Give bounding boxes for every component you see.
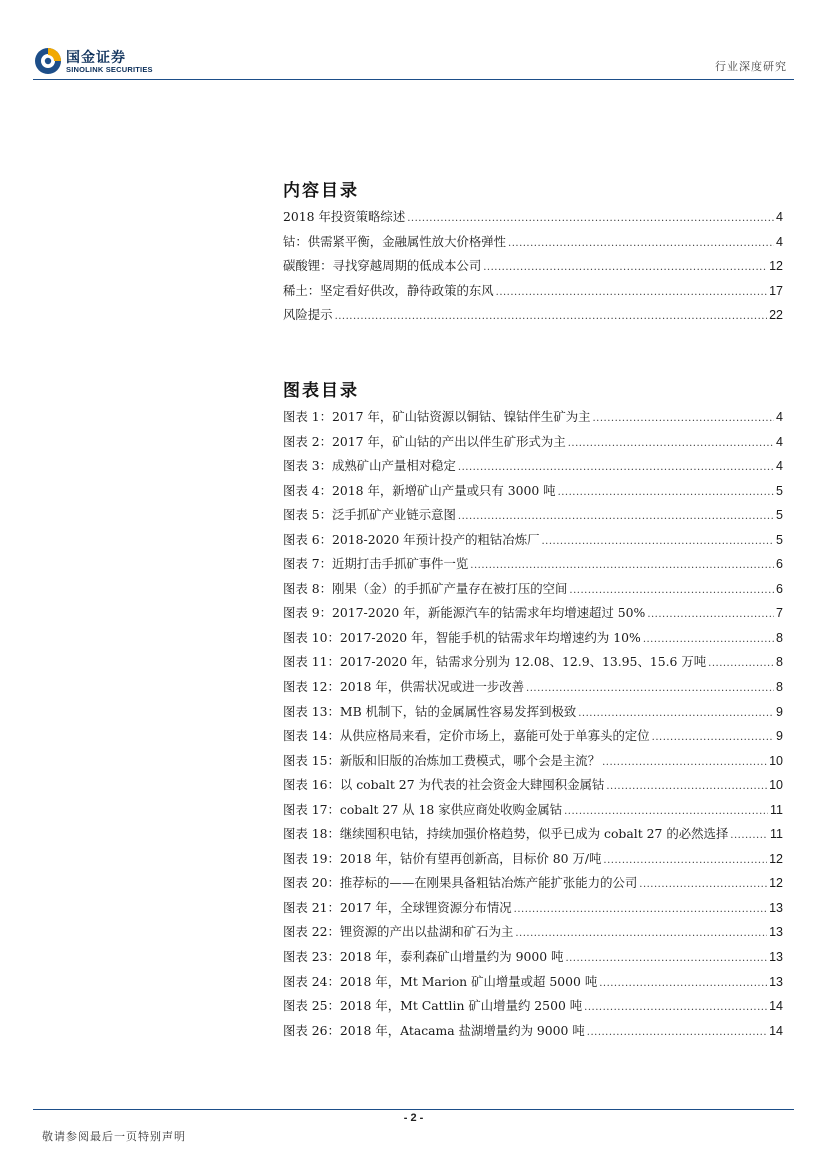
toc-entry[interactable] — [283, 503, 783, 528]
toc-leader-dots — [603, 847, 767, 872]
toc-leader-dots — [458, 503, 774, 528]
toc-entry-page: 22 — [769, 308, 783, 323]
toc-entry-title: 图表 7：近期打击手抓矿事件一览 — [283, 556, 469, 572]
toc-entry[interactable] — [283, 405, 783, 430]
toc-entry[interactable] — [283, 279, 783, 304]
toc-entry-title: 图表 8：刚果（金）的手抓矿产量存在被打压的空间 — [283, 580, 568, 596]
toc-entry-page: 12 — [769, 259, 783, 274]
toc-entry-title: 图表 15：新版和旧版的冶炼加工费模式，哪个会是主流？ — [283, 752, 601, 768]
toc-leader-dots — [558, 479, 774, 504]
toc-entry-page: 13 — [769, 925, 783, 940]
toc-entry-page: 5 — [776, 532, 783, 547]
toc-leader-dots — [587, 1019, 767, 1044]
toc-entry-title: 图表 20：推荐标的——在刚果具备粗钴冶炼产能扩张能力的公司 — [283, 875, 638, 891]
toc-entry[interactable] — [283, 896, 783, 921]
toc-entry[interactable] — [283, 822, 783, 847]
toc-entry-title: 图表 17：cobalt 27 从 18 家供应商处收购金属钴 — [283, 801, 563, 817]
toc-entry-title: 图表 13：MB 机制下，钴的金属属性容易发挥到极致 — [283, 703, 577, 719]
toc-entry-page: 13 — [769, 974, 783, 989]
toc-entry-page: 7 — [776, 606, 783, 621]
toc-leader-dots — [643, 626, 774, 651]
toc-entry-page: 13 — [769, 950, 783, 965]
company-logo — [33, 44, 163, 78]
toc-entry[interactable] — [283, 945, 783, 970]
toc-entry-page: 4 — [776, 459, 783, 474]
toc-entry-title: 图表 24：2018 年，Mt Marion 矿山增量或超 5000 吨 — [283, 973, 598, 989]
toc-entry[interactable] — [283, 254, 783, 279]
toc-entry-page: 9 — [776, 729, 783, 744]
toc-entry[interactable] — [283, 454, 783, 479]
toc-entry-title: 图表 22：锂资源的产出以盐湖和矿石为主 — [283, 924, 514, 940]
toc-entry-title: 图表 3：成熟矿山产量相对稳定 — [283, 458, 456, 474]
toc-leader-dots — [470, 552, 774, 577]
toc-leader-dots — [602, 749, 767, 774]
report-type-label: 行业深度研究 — [715, 60, 787, 73]
toc-entry[interactable] — [283, 749, 783, 774]
toc-leader-dots — [541, 528, 774, 553]
toc-entry-page: 12 — [769, 876, 783, 891]
sinolink-logo-icon — [33, 46, 63, 76]
toc-entry-title: 图表 21：2017 年，全球锂资源分布情况 — [283, 899, 512, 915]
toc-entry-page: 13 — [769, 900, 783, 915]
toc-leader-dots — [514, 896, 767, 921]
page-number: - 2 - — [403, 1112, 424, 1124]
footer-divider — [33, 1109, 794, 1110]
toc-entry-title: 图表 5：泛手抓矿产业链示意图 — [283, 507, 456, 523]
toc-leader-dots — [578, 700, 774, 725]
toc-entry[interactable] — [283, 1019, 783, 1044]
content-toc-list — [283, 205, 783, 328]
toc-entry[interactable] — [283, 626, 783, 651]
toc-entry-title: 稀土：坚定看好供改，静待政策的东风 — [283, 282, 494, 298]
toc-leader-dots — [652, 724, 774, 749]
toc-entry[interactable] — [283, 601, 783, 626]
toc-entry-title: 图表 14：从供应格局来看，定价市场上，嘉能可处于单寡头的定位 — [283, 728, 650, 744]
toc-entry[interactable] — [283, 479, 783, 504]
toc-leader-dots — [647, 601, 774, 626]
toc-entry-page: 11 — [770, 802, 783, 817]
toc-entry[interactable] — [283, 700, 783, 725]
toc-leader-dots — [508, 230, 774, 255]
toc-leader-dots — [564, 798, 768, 823]
toc-entry-page: 14 — [769, 999, 783, 1014]
toc-leader-dots — [335, 303, 768, 328]
toc-entry-page: 5 — [776, 508, 783, 523]
toc-entry-page: 6 — [776, 581, 783, 596]
toc-entry[interactable] — [283, 773, 783, 798]
toc-entry-page: 4 — [776, 410, 783, 424]
toc-leader-dots — [584, 994, 767, 1019]
toc-entry-title: 图表 10：2017-2020 年，智能手机的钴需求年均增速约为 10% — [283, 629, 641, 645]
toc-entry-page: 12 — [769, 851, 783, 866]
toc-entry-title: 钴：供需紧平衡，金融属性放大价格弹性 — [283, 233, 507, 249]
figure-toc-heading: 图表目录 — [283, 381, 359, 401]
content-toc-heading: 内容目录 — [283, 181, 359, 201]
toc-leader-dots — [568, 430, 774, 455]
toc-leader-dots — [730, 822, 768, 847]
toc-entry-page: 6 — [776, 557, 783, 572]
toc-entry-title: 图表 12：2018 年，供需状况或进一步改善 — [283, 679, 525, 695]
logo-chinese-name: 国金证券 — [66, 50, 126, 66]
toc-entry-page: 14 — [769, 1023, 783, 1038]
toc-entry-page: 10 — [769, 753, 783, 768]
toc-leader-dots — [639, 871, 767, 896]
toc-entry-title: 图表 11：2017-2020 年，钴需求分别为 12.08、12.9、13.95、15.6 万吨 — [283, 654, 707, 670]
toc-entry[interactable] — [283, 994, 783, 1019]
toc-entry-title: 碳酸锂：寻找穿越周期的低成本公司 — [283, 258, 482, 274]
toc-entry-title: 图表 9：2017-2020 年，新能源汽车的钴需求年均增速超过 50% — [283, 605, 646, 621]
toc-entry-page: 5 — [776, 483, 783, 498]
toc-entry[interactable] — [283, 230, 783, 255]
toc-leader-dots — [593, 405, 775, 430]
toc-entry-title: 图表 4：2018 年，新增矿山产量或只有 3000 吨 — [283, 482, 556, 498]
toc-entry-title: 图表 6：2018-2020 年预计投产的粗钴冶炼厂 — [283, 531, 540, 547]
figure-toc-list — [283, 405, 783, 1043]
toc-entry-page: 4 — [776, 234, 783, 249]
toc-entry-page: 4 — [776, 210, 783, 224]
toc-leader-dots — [708, 650, 774, 675]
toc-entry-page: 8 — [776, 630, 783, 645]
toc-entry[interactable] — [283, 577, 783, 602]
toc-entry-title: 图表 2：2017 年，矿山钴的产出以伴生矿形式为主 — [283, 433, 566, 449]
toc-entry-title: 图表 23：2018 年，泰利森矿山增量约为 9000 吨 — [283, 949, 564, 965]
toc-leader-dots — [458, 454, 774, 479]
toc-leader-dots — [526, 675, 774, 700]
toc-entry[interactable] — [283, 650, 783, 675]
toc-entry-title: 图表 26：2018 年，Atacama 盐湖增量约为 9000 吨 — [283, 1022, 585, 1038]
toc-entry[interactable] — [283, 675, 783, 700]
toc-entry-page: 8 — [776, 655, 783, 670]
toc-leader-dots — [565, 945, 767, 970]
toc-entry[interactable] — [283, 847, 783, 872]
toc-entry[interactable] — [283, 724, 783, 749]
toc-entry-page: 9 — [776, 704, 783, 719]
toc-leader-dots — [515, 920, 767, 945]
page-header — [0, 0, 827, 80]
header-divider — [33, 79, 794, 80]
toc-leader-dots — [496, 279, 767, 304]
toc-entry[interactable] — [283, 871, 783, 896]
toc-entry[interactable] — [283, 798, 783, 823]
toc-entry[interactable] — [283, 303, 783, 328]
toc-leader-dots — [407, 205, 774, 230]
toc-entry-title: 图表 18：继续囤积电钴，持续加强价格趋势，似乎已成为 cobalt 27 的必然选择 — [283, 826, 729, 842]
toc-leader-dots — [569, 577, 774, 602]
toc-leader-dots — [483, 254, 767, 279]
toc-entry-title: 图表 25：2018 年，Mt Cattlin 矿山增量约 2500 吨 — [283, 998, 583, 1014]
toc-entry-title: 图表 19：2018 年，钴价有望再创新高，目标价 80 万/吨 — [283, 850, 602, 866]
toc-entry[interactable] — [283, 430, 783, 455]
toc-entry-page: 8 — [776, 680, 783, 695]
toc-entry[interactable] — [283, 205, 783, 230]
toc-entry-page: 11 — [770, 827, 783, 842]
toc-entry[interactable] — [283, 970, 783, 995]
toc-entry-title: 2018 年投资策略综述 — [283, 209, 406, 224]
toc-leader-dots — [606, 773, 767, 798]
toc-leader-dots — [599, 970, 767, 995]
toc-entry[interactable] — [283, 552, 783, 577]
toc-entry-title: 图表 1：2017 年，矿山钴资源以铜钴、镍钴伴生矿为主 — [283, 409, 591, 424]
toc-entry-page: 10 — [769, 778, 783, 793]
toc-entry-title: 风险提示 — [283, 307, 333, 323]
toc-entry[interactable] — [283, 528, 783, 553]
toc-entry-page: 4 — [776, 434, 783, 449]
toc-entry[interactable] — [283, 920, 783, 945]
toc-entry-title: 图表 16：以 cobalt 27 为代表的社会资金大肆囤积金属钴 — [283, 777, 605, 793]
toc-entry-page: 17 — [769, 283, 783, 298]
footer-disclaimer: 敬请参阅最后一页特别声明 — [42, 1130, 186, 1143]
logo-english-name: SINOLINK SECURITIES — [66, 65, 153, 74]
